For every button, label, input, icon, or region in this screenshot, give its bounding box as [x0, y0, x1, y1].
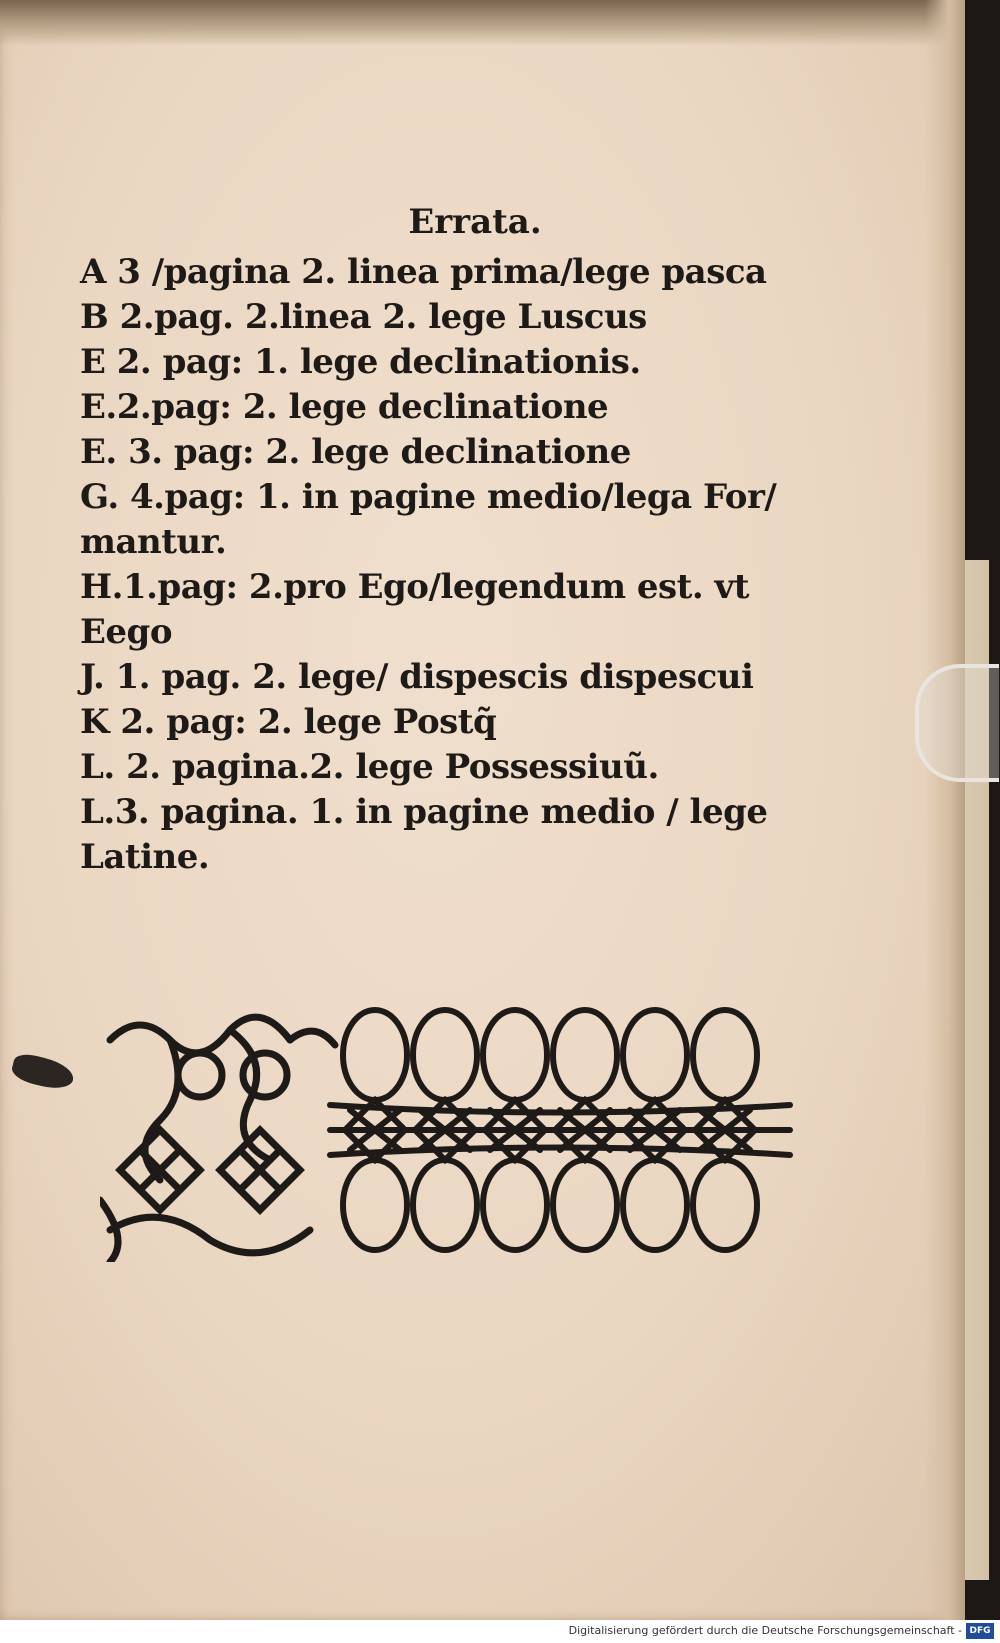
- ink-stain: [10, 1051, 77, 1093]
- errata-line: K 2. pag: 2. lege Postq̃: [80, 702, 497, 742]
- woodcut-ornament-border: [100, 1000, 800, 1262]
- errata-line: J. 1. pag. 2. lege/ dispescis dispescui: [80, 657, 754, 697]
- errata-line: E.2.pag: 2. lege declinatione: [80, 387, 609, 427]
- dfg-logo: DFG: [966, 1623, 994, 1639]
- metal-clasp: [915, 664, 999, 782]
- errata-line: E 2. pag: 1. lege declinationis.: [80, 342, 641, 382]
- errata-line: B 2.pag. 2.linea 2. lege Luscus: [80, 297, 647, 337]
- page-top-shadow: [0, 0, 965, 46]
- errata-line: Eego: [80, 612, 172, 652]
- errata-title: Errata.: [408, 202, 542, 242]
- errata-line: mantur.: [80, 522, 227, 562]
- errata-block: [80, 200, 840, 880]
- errata-line: E. 3. pag: 2. lege declinatione: [80, 432, 631, 472]
- errata-line: H.1.pag: 2.pro Ego/legendum est. vt: [80, 567, 749, 607]
- page-right-shadow: [925, 0, 965, 1620]
- errata-line: Latine.: [80, 837, 210, 877]
- footer-bar: [0, 1620, 1000, 1643]
- footer-credit: Digitalisierung gefördert durch die Deutsche Forschungsgemeinschaft -: [568, 1624, 962, 1637]
- errata-line: L. 2. pagina.2. lege Possessiuũ.: [80, 747, 659, 787]
- errata-line: G. 4.pag: 1. in pagine medio/lega For/: [80, 477, 777, 517]
- errata-line: L.3. pagina. 1. in pagine medio / lege: [80, 792, 768, 832]
- errata-line: A 3 /pagina 2. linea prima/lege pasca: [80, 252, 767, 292]
